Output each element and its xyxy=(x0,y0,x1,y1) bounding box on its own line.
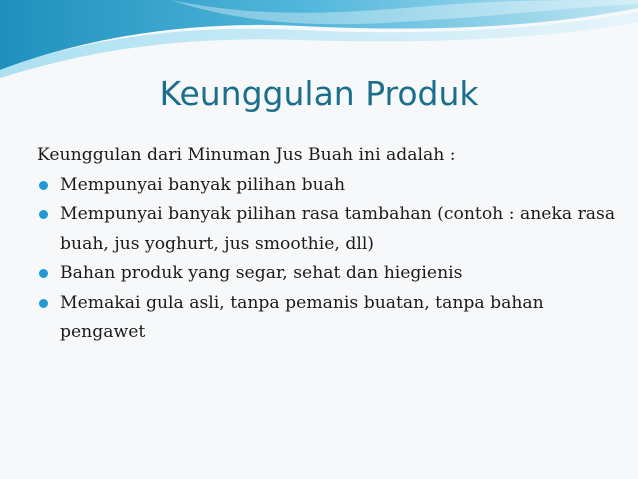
bullet-text: Mempunyai banyak pilihan rasa tambahan (contoh : aneka rasa buah, jus yoghurt, jus smoothie, dll) xyxy=(60,204,616,254)
bullet-dot-icon xyxy=(39,269,48,278)
bullet-text: Mempunyai banyak pilihan buah xyxy=(60,174,346,195)
slide-body xyxy=(37,141,617,348)
slide-title: Keunggulan Produk xyxy=(159,74,479,113)
header-wave-decoration xyxy=(0,0,638,80)
bullet-dot-icon xyxy=(39,181,48,190)
bullet-dot-icon xyxy=(39,210,48,219)
bullet-list xyxy=(37,171,617,348)
bullet-dot-icon xyxy=(39,299,48,308)
bullet-text: Bahan produk yang segar, sehat dan hiegienis xyxy=(60,263,463,283)
bullet-item xyxy=(37,171,617,201)
bullet-item xyxy=(37,289,617,348)
bullet-item xyxy=(37,200,617,259)
bullet-text: Memakai gula asli, tanpa pemanis buatan, tanpa bahan pengawet xyxy=(60,292,544,342)
bullet-item xyxy=(37,259,617,289)
intro-text: Keunggulan dari Minuman Jus Buah ini adalah : xyxy=(37,145,456,165)
